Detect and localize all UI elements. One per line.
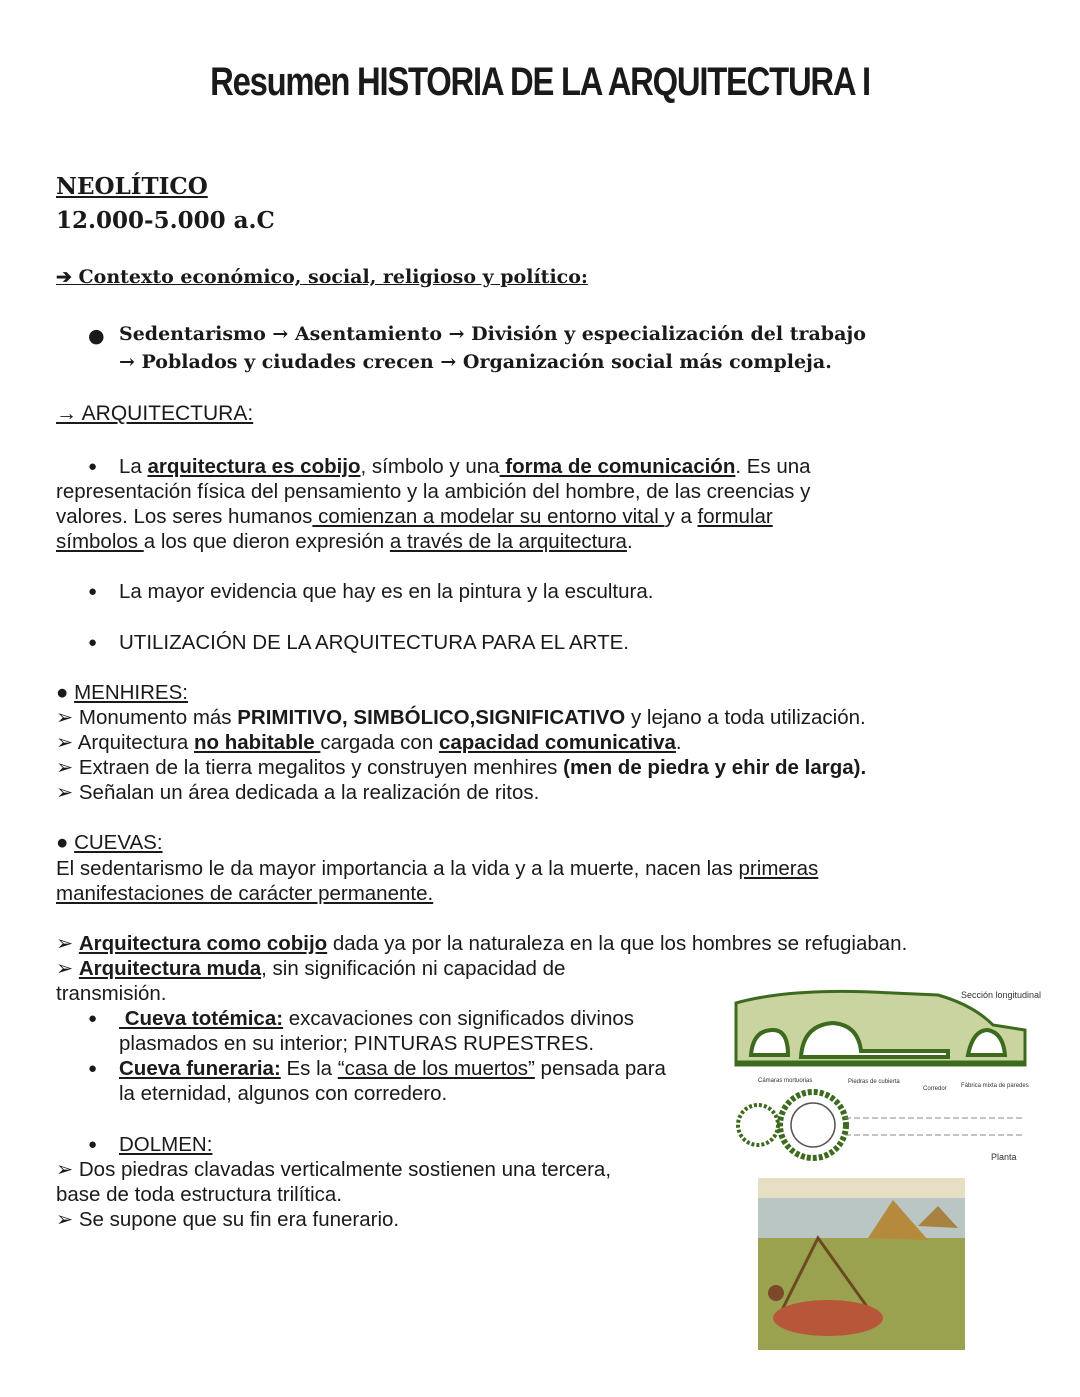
text-line [0, 630, 1080, 655]
text-segment: cargada con [320, 731, 439, 755]
text-segment: Es la [280, 1057, 338, 1081]
text-segment: ➢ Se supone que su fin era funerario. [56, 1207, 400, 1231]
text-segment: PRIMITIVO, SIMBÓLICO,SIGNIFICATIVO [237, 705, 626, 729]
text-line [0, 479, 1080, 504]
text-segment: dada ya por la naturaleza en la que los hombres se refugiaban. [327, 931, 908, 955]
text-line [0, 931, 1080, 956]
text-line [0, 856, 1080, 881]
text-segment: comienzan a modelar su entorno vital [312, 505, 665, 529]
text-line [0, 705, 1080, 730]
label-walls: Fábrica mixta de paredes [961, 1083, 1029, 1089]
label-chambers: Cámaras mortuorias [758, 1078, 813, 1084]
text-segment: , sin significación ni capacidad de [261, 956, 566, 980]
context-heading: ➔ Contexto económico, social, religioso y político: [56, 266, 588, 288]
context-line: Sedentarismo → Asentamiento → División y especialización del trabajo [119, 323, 866, 345]
text-segment: la eternidad, algunos con corredero. [119, 1082, 448, 1106]
context-line: → Poblados y ciudades crecen → Organización social más compleja. [119, 351, 832, 373]
period-dates: 12.000-5.000 a.C [56, 207, 275, 234]
text-segment: CUEVAS: [74, 831, 163, 855]
text-segment: base de toda estructura trilítica. [56, 1182, 343, 1206]
text-line [0, 881, 1080, 906]
text-segment: Cueva funeraria: [119, 1057, 281, 1081]
text-segment: capacidad comunicativa [438, 731, 676, 755]
text-line [0, 680, 1080, 705]
text-segment: plasmados en su interior; PINTURAS RUPESTRES. [119, 1032, 595, 1056]
text-segment: valores. Los seres humanos [56, 505, 313, 529]
text-segment: ➢ [56, 956, 79, 980]
text-segment: ➢ Arquitectura [56, 731, 194, 755]
text-segment: UTILIZACIÓN DE LA ARQUITECTURA PARA EL ARTE. [119, 630, 629, 654]
text-line [0, 730, 1080, 755]
text-line [0, 529, 1080, 554]
text-segment: formular [697, 505, 773, 529]
text-line [0, 454, 1080, 479]
text-segment: “casa de los muertos” [337, 1057, 535, 1081]
blank-line [0, 906, 1080, 931]
text-segment: DOLMEN: [119, 1132, 213, 1156]
bullet-icon: ● [88, 1010, 98, 1028]
text-line [0, 755, 1080, 780]
text-segment: ➢ Monumento más [56, 705, 238, 729]
text-segment: ➢ Señalan un área dedicada a la realización de ritos. [56, 781, 540, 805]
text-segment: representación física del pensamiento y la ambición del hombre, de las creencias y [56, 480, 811, 504]
text-segment: a los que dieron expresión [143, 530, 390, 554]
text-segment: Arquitectura muda [78, 956, 262, 980]
text-segment: La mayor evidencia que hay es en la pintura y la escultura. [119, 580, 654, 604]
bullet-icon: ● [88, 1135, 98, 1153]
period-heading: NEOLÍTICO [56, 173, 208, 200]
architecture-heading: → ARQUITECTURA: [56, 402, 254, 425]
text-segment: transmisión. [56, 981, 167, 1005]
label-stones: Piedras de cubierta [848, 1079, 900, 1085]
dolmen-diagram [733, 985, 1042, 1165]
label-section: Sección longitudinal [961, 990, 1042, 1000]
bullet-icon: ● [88, 1060, 98, 1078]
label-corridor: Corredor [923, 1086, 947, 1092]
text-segment: forma de comunicación [499, 455, 736, 478]
text-segment: ● [56, 680, 75, 704]
bullet-icon: ● [88, 633, 98, 651]
text-segment: (men de piedra y ehir de larga). [563, 756, 867, 780]
neolithic-huts-illustration [758, 1178, 965, 1350]
text-segment: primeras [738, 856, 819, 880]
page-title: Resumen HISTORIA DE LA ARQUITECTURA I [210, 60, 870, 104]
text-segment: La [119, 455, 148, 478]
text-segment: Cueva totémica: [119, 1007, 284, 1031]
text-segment: . Es una [735, 455, 811, 478]
text-segment: arquitectura es cobijo [147, 455, 361, 478]
text-line [0, 830, 1080, 855]
text-segment: pensada para [534, 1057, 666, 1081]
text-segment: Arquitectura como cobijo [78, 931, 328, 955]
text-segment: y lejano a toda utilización. [625, 705, 866, 729]
text-segment: no habitable [193, 731, 321, 755]
blank-line [0, 805, 1080, 830]
bullet-icon: ● [88, 583, 98, 601]
text-segment: MENHIRES: [74, 680, 188, 704]
text-segment: ➢ Dos piedras clavadas verticalmente sostienen una tercera, [56, 1157, 612, 1181]
blank-line [0, 655, 1080, 680]
text-segment: ➢ Extraen de la tierra megalitos y construyen menhires [56, 756, 564, 780]
text-line [0, 504, 1080, 529]
text-segment: manifestaciones de carácter permanente. [56, 881, 434, 905]
text-line [0, 579, 1080, 604]
blank-line [0, 605, 1080, 630]
label-plan: Planta [991, 1152, 1017, 1162]
text-segment: . [626, 530, 633, 554]
text-line [0, 956, 1080, 981]
text-segment: símbolos [56, 530, 144, 554]
text-segment: y a [664, 505, 698, 529]
bullet-icon: ● [88, 458, 98, 475]
text-segment: , símbolo y una [360, 455, 500, 478]
text-segment: El sedentarismo le da mayor importancia a la vida y a la muerte, nacen las [56, 856, 739, 880]
text-segment: ● [56, 831, 75, 855]
text-segment: a través de la arquitectura [389, 530, 627, 554]
text-line [0, 780, 1080, 805]
text-segment: ➢ [56, 931, 79, 955]
blank-line [0, 554, 1080, 579]
text-segment: excavaciones con significados divinos [283, 1007, 635, 1031]
text-segment: . [675, 731, 682, 755]
bullet-icon: ● [88, 325, 105, 347]
